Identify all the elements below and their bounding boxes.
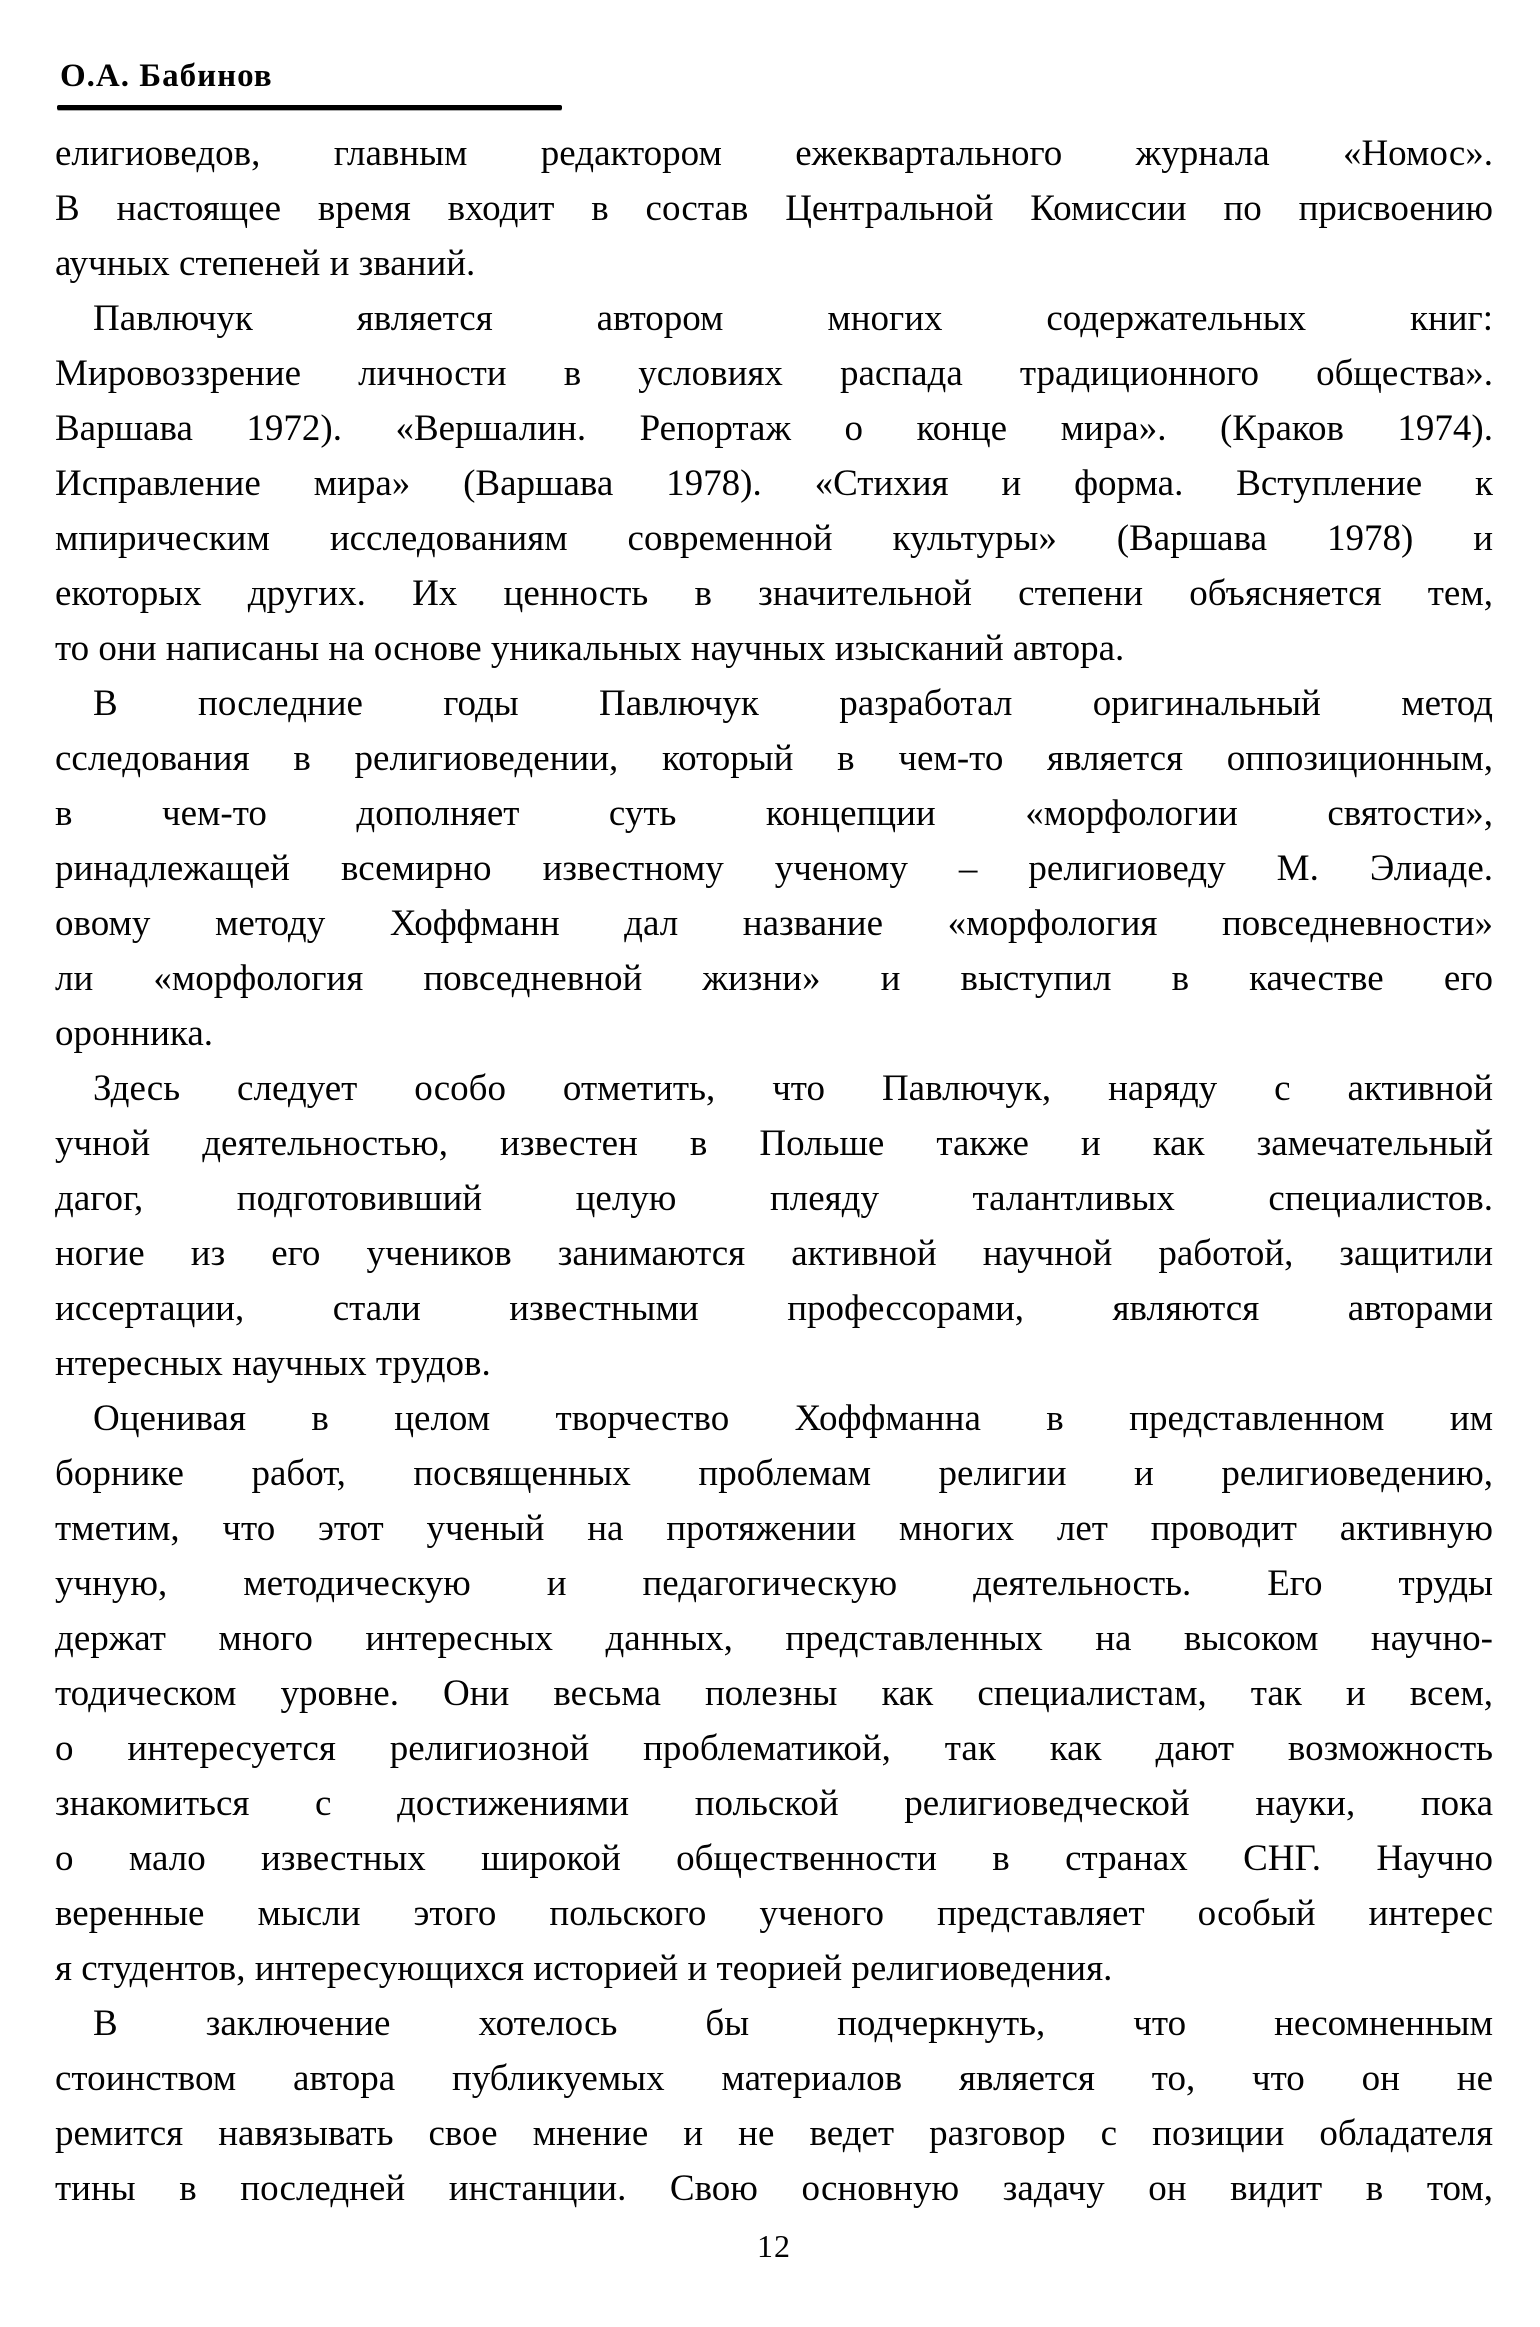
text-line: В последние годы Павлючук разработал оригинальный метод (93, 683, 1493, 724)
page-body (55, 126, 1493, 2216)
text-line: о мало известных широкой общественности в странах СНГ. Научно (55, 1838, 1493, 1879)
text-line: аучных степеней и званий. (55, 243, 476, 284)
text-line: нтересных научных трудов. (55, 1343, 491, 1384)
text-line: оронника. (55, 1013, 213, 1054)
text-line: стоинством автора публикуемых материалов является то, что он не (55, 2058, 1493, 2099)
text-line: ринадлежащей всемирно известному ученому – религиоведу М. Элиаде. (55, 848, 1493, 889)
text-line: сследования в религиоведении, который в чем-то является оппозиционным, (55, 738, 1493, 779)
text-line: Павлючук является автором многих содержательных книг: (93, 298, 1493, 339)
text-line: учную, методическую и педагогическую деятельность. Его труды (55, 1563, 1493, 1604)
text-line: тметим, что этот ученый на протяжении многих лет проводит активную (55, 1508, 1493, 1549)
text-line: ремится навязывать свое мнение и не ведет разговор с позиции обладателя (55, 2113, 1493, 2154)
header-rule (57, 105, 562, 110)
text-line: тины в последней инстанции. Свою основную задачу он видит в том, (55, 2168, 1493, 2209)
text-line: ногие из его учеников занимаются активной научной работой, защитили (55, 1233, 1493, 1274)
text-line: держат много интересных данных, представленных на высоком научно- (55, 1618, 1493, 1659)
text-line: Мировоззрение личности в условиях распада традиционного общества». (55, 353, 1493, 394)
text-line: Исправление мира» (Варшава 1978). «Стихия и форма. Вступление к (55, 463, 1493, 504)
page-number: 12 (757, 2228, 791, 2264)
text-line: знакомиться с достижениями польской религиоведческой науки, пока (55, 1783, 1493, 1824)
text-line: иссертации, стали известными профессорами, являются авторами (55, 1288, 1493, 1329)
text-line: в чем-то дополняет суть концепции «морфологии святости», (55, 793, 1493, 834)
text-line: учной деятельностью, известен в Польше также и как замечательный (55, 1123, 1493, 1164)
text-line: В заключение хотелось бы подчеркнуть, что несомненным (93, 2003, 1493, 2044)
text-line: я студентов, интересующихся историей и теорией религиоведения. (55, 1948, 1113, 1989)
text-line: тодическом уровне. Они весьма полезны как специалистам, так и всем, (55, 1673, 1493, 1714)
text-line: овому методу Хоффманн дал название «морфология повседневности» (55, 903, 1493, 944)
text-line: Здесь следует особо отметить, что Павлючук, наряду с активной (93, 1068, 1493, 1109)
text-line: борнике работ, посвященных проблемам религии и религиоведению, (55, 1453, 1493, 1494)
text-line: веренные мысли этого польского ученого представляет особый интерес (55, 1893, 1493, 1934)
text-line: елигиоведов, главным редактором ежеквартального журнала «Номос». (55, 133, 1493, 174)
text-line: В настоящее время входит в состав Центральной Комиссии по присвоению (55, 188, 1493, 229)
text-line: Варшава 1972). «Вершалин. Репортаж о конце мира». (Краков 1974). (55, 408, 1493, 449)
text-line: ли «морфология повседневной жизни» и выступил в качестве его (55, 958, 1493, 999)
text-line: мпирическим исследованиям современной культуры» (Варшава 1978) и (55, 518, 1493, 559)
text-line: Оценивая в целом творчество Хоффманна в представленном им (93, 1398, 1493, 1439)
text-line: то они написаны на основе уникальных научных изысканий автора. (55, 628, 1125, 669)
running-header-author: О.А. Бабинов (60, 58, 273, 94)
text-line: дагог, подготовивший целую плеяду талантливых специалистов. (55, 1178, 1493, 1219)
text-line: о интересуется религиозной проблематикой, так как дают возможность (55, 1728, 1493, 1769)
text-line: екоторых других. Их ценность в значительной степени объясняется тем, (55, 573, 1493, 614)
